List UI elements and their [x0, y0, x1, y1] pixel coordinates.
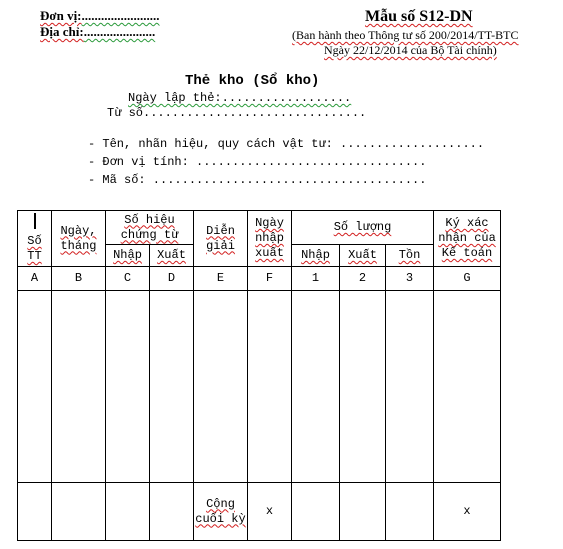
- ngay-lap-the: Ngày lập thẻ:..................: [128, 91, 352, 105]
- letter-cell: 2: [340, 267, 386, 291]
- text-cursor-icon: [34, 213, 36, 229]
- letter-cell: 3: [386, 267, 434, 291]
- letter-cell: A: [18, 267, 52, 291]
- dia-chi-dots: ......................: [83, 24, 156, 39]
- regulation-line-2: Ngày 22/12/2014 của Bộ Tài chính): [324, 43, 497, 57]
- letter-row: [18, 267, 501, 291]
- col-sl-ton: Tồn: [386, 245, 434, 267]
- regulation-line-1: (Ban hành theo Thông tư số 200/2014/TT-BTC: [292, 28, 519, 42]
- letter-cell: C: [106, 267, 150, 291]
- footer-label: Cộng cuối kỳ: [194, 483, 248, 541]
- col-ky-xac-nhan: Ký xác nhận của Kế toán: [434, 211, 501, 267]
- col-so-tt: Số TT: [18, 211, 52, 267]
- col-sl-nhap: Nhập: [292, 245, 340, 267]
- field-ma-so: - Mã số: ......................................: [88, 173, 427, 187]
- col-so-luong: Số lượng: [292, 211, 434, 245]
- footer-row: [18, 483, 501, 541]
- field-don-vi-tinh: - Đơn vị tính: ................................: [88, 155, 427, 169]
- footer-g-mark: x: [434, 483, 501, 541]
- col-sl-xuat: Xuất: [340, 245, 386, 267]
- page-title: Thẻ kho (Sổ kho): [185, 73, 320, 89]
- col-chung-tu-xuat: Xuất: [150, 245, 194, 267]
- form-number: Mẫu số S12-DN: [365, 8, 473, 25]
- don-vi-line: [40, 8, 160, 24]
- letter-cell: G: [434, 267, 501, 291]
- tu-so: Từ số...............................: [107, 106, 367, 120]
- header-row-1: [18, 211, 501, 245]
- don-vi-dots: ........................: [81, 8, 160, 23]
- col-dien-giai: Diễn giải: [194, 211, 248, 267]
- letter-cell: D: [150, 267, 194, 291]
- stock-card-table: [17, 210, 501, 541]
- col-ngay-nhap-xuat: Ngày nhập xuất: [248, 211, 292, 267]
- dia-chi-line: [40, 24, 155, 40]
- col-so-hieu-chung-tu: Số hiệu chứng từ: [106, 211, 194, 245]
- dia-chi-label: Địa chỉ:: [40, 24, 84, 39]
- blank-entry-row: [18, 291, 501, 483]
- footer-f-mark: x: [248, 483, 292, 541]
- don-vi-label: Đơn vị:: [40, 8, 82, 23]
- col-ngay-thang: Ngày, tháng: [52, 211, 106, 267]
- letter-cell: 1: [292, 267, 340, 291]
- letter-cell: E: [194, 267, 248, 291]
- field-ten-vat-tu: - Tên, nhãn hiệu, quy cách vật tư: ....................: [88, 137, 485, 151]
- letter-cell: B: [52, 267, 106, 291]
- letter-cell: F: [248, 267, 292, 291]
- col-chung-tu-nhap: Nhập: [106, 245, 150, 267]
